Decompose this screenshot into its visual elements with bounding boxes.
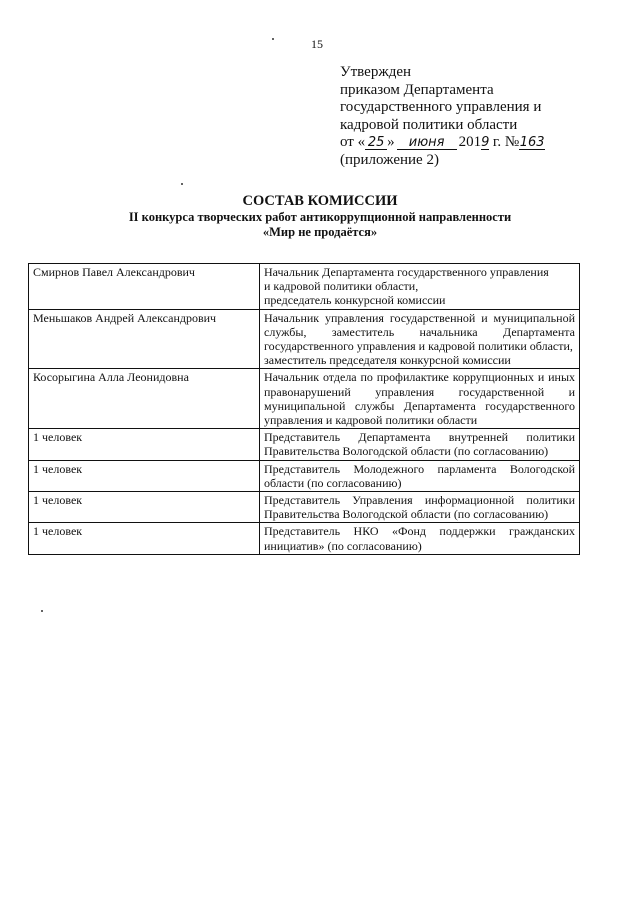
handwritten-year-digit: 9 xyxy=(481,135,490,150)
table-row xyxy=(29,429,580,460)
approval-stamp xyxy=(340,64,590,169)
role-line: инициатив» (по согласованию) xyxy=(264,538,422,553)
member-role xyxy=(260,264,580,310)
handwritten-day: 25 xyxy=(365,136,387,150)
role-line: и кадровой политики области, xyxy=(264,279,419,294)
role-line: иных правонарушений управления государственной и xyxy=(264,370,576,399)
role-line: Представитель Управления информационной политики xyxy=(264,493,575,508)
role-line: Представитель Молодежного парламента Вологодской xyxy=(264,461,575,476)
role-line: Начальник отдела по профилактике коррупционных и xyxy=(264,370,545,385)
table-row xyxy=(29,264,580,310)
commission-members-table xyxy=(28,263,580,555)
role-line: кадровой политики области, xyxy=(428,339,573,354)
table-row xyxy=(29,492,580,523)
approval-line-4: кадровой политики области xyxy=(340,116,518,133)
member-name: 1 человек xyxy=(29,429,260,460)
approval-line-3: государственного управления и xyxy=(340,99,542,115)
role-line: государственного управления и кадровой политики xyxy=(264,398,576,428)
role-line: области xyxy=(437,413,478,428)
table-row xyxy=(29,309,580,369)
role-line: Представитель НКО «Фонд поддержки гражданских xyxy=(264,524,575,539)
role-line: председатель конкурсной комиссии xyxy=(264,293,446,308)
member-name: 1 человек xyxy=(29,523,260,554)
approval-line-1: Утвержден xyxy=(340,64,412,80)
approval-line-6: (приложение 2) xyxy=(340,151,439,168)
role-line: Представитель Департамента внутренней политики xyxy=(264,430,575,445)
member-name: 1 человек xyxy=(29,492,260,523)
member-role xyxy=(260,460,580,491)
title-line-3: «Мир не продаётся» xyxy=(262,225,378,239)
role-line: заместитель председателя конкурсной комиссии xyxy=(264,353,511,368)
date-year-prefix: 201 xyxy=(458,134,482,150)
handwritten-order-number: 163 xyxy=(519,135,545,150)
scan-speck xyxy=(41,610,43,612)
role-line: Департамента государственного управления и xyxy=(264,324,576,354)
table-row xyxy=(29,523,580,554)
member-role xyxy=(260,369,580,429)
title-line-1: СОСТАВ КОМИССИИ xyxy=(242,193,398,209)
role-line: Правительства Вологодской области (по согласованию) xyxy=(264,444,549,459)
role-line: Правительства Вологодской области (по согласованию) xyxy=(264,507,549,522)
member-role xyxy=(260,309,580,369)
member-role xyxy=(260,492,580,523)
scan-speck xyxy=(181,183,183,185)
role-line: муниципальной службы Департамента xyxy=(264,398,476,413)
approval-line-2: приказом Департамента xyxy=(340,81,494,98)
role-line: Начальник управления государственной и xyxy=(264,310,488,325)
member-role xyxy=(260,523,580,554)
table-row xyxy=(29,460,580,491)
date-prefix: от « xyxy=(340,134,366,150)
table-row xyxy=(29,369,580,429)
role-line: муниципальной службы, заместитель начальника xyxy=(264,310,575,339)
member-role xyxy=(260,429,580,460)
member-name: 1 человек xyxy=(29,460,260,491)
handwritten-month: июня xyxy=(397,136,457,150)
document-title xyxy=(0,193,640,240)
date-year-suffix: г. № xyxy=(492,134,520,150)
role-line: Начальник Департамента государственного управления xyxy=(264,265,549,279)
title-line-2: II конкурса творческих работ антикоррупционной направленности xyxy=(128,210,512,224)
scan-speck xyxy=(272,38,274,40)
member-name: Косорыгина Алла Леонидовна xyxy=(29,369,260,429)
role-line: области (по согласованию) xyxy=(264,475,402,490)
approval-date-line xyxy=(340,134,590,152)
member-name: Смирнов Павел Александрович xyxy=(29,264,260,310)
member-name: Меньшаков Андрей Александрович xyxy=(29,309,260,369)
page-number: 15 xyxy=(311,37,323,51)
date-mid: » xyxy=(387,134,395,150)
